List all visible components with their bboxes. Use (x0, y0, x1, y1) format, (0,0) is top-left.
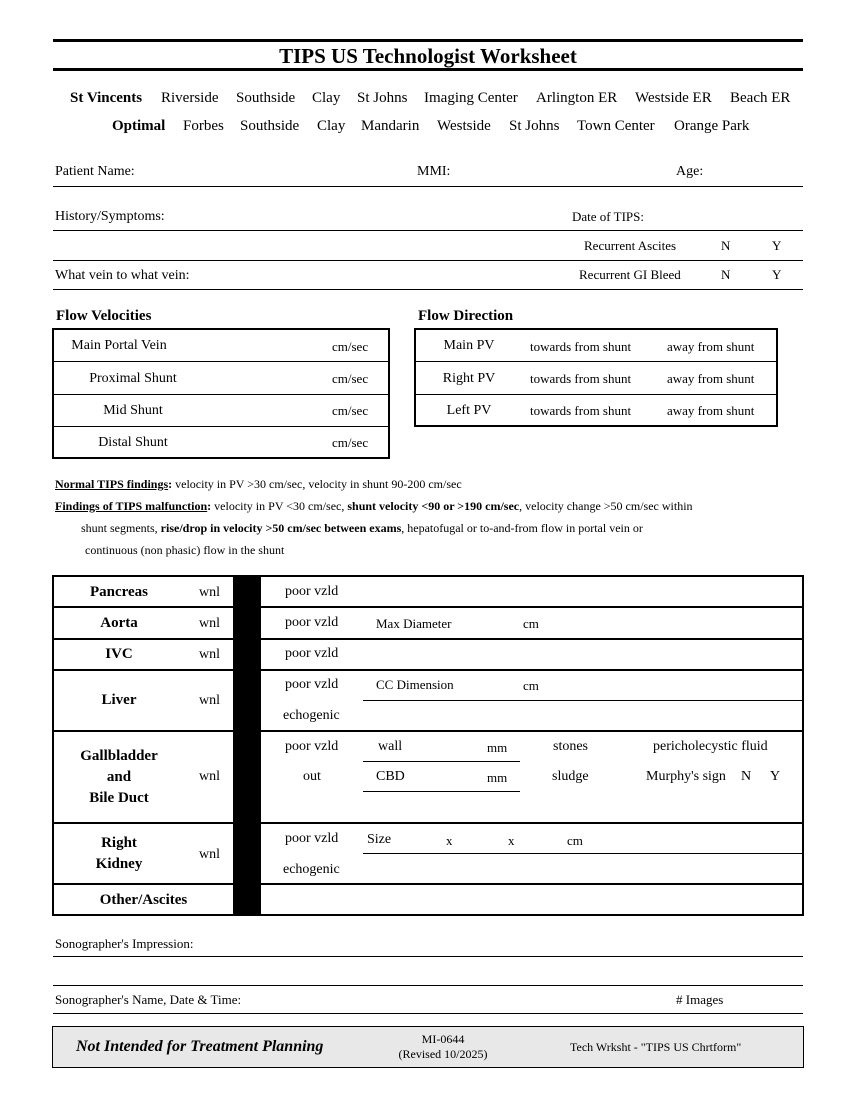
vein-line[interactable] (53, 289, 803, 290)
patient-line[interactable] (53, 186, 803, 187)
murphys-no[interactable]: N (741, 769, 752, 784)
vein-label: What vein to what vein: (55, 268, 190, 283)
stones-option[interactable]: stones (553, 739, 588, 754)
history-label: History/Symptoms: (55, 209, 165, 224)
organ-label-right: Right (101, 835, 137, 851)
location-group-label: Optimal (112, 118, 166, 134)
location-option[interactable]: Southside (236, 90, 296, 106)
organ-label-kidney: Kidney (95, 856, 143, 872)
organ-label-bile-duct: Bile Duct (89, 790, 149, 806)
cc-dimension-label: CC Dimension (376, 677, 454, 692)
history-line[interactable] (53, 230, 803, 231)
direction-row-label: Right PV (442, 371, 496, 386)
flow-velocities-table (52, 328, 390, 459)
location-option[interactable]: Westside (437, 118, 491, 134)
malfunction-findings-cont-2: continuous (non phasic) flow in the shunt (85, 543, 285, 557)
direction-away[interactable]: away from shunt (667, 371, 755, 386)
poor-vzld-option[interactable]: poor vzld (285, 646, 339, 661)
recurrent-gi-label: Recurrent GI Bleed (579, 267, 681, 282)
recurrent-ascites-no[interactable]: N (721, 238, 731, 253)
sonographer-name-label: Sonographer's Name, Date & Time: (55, 992, 242, 1007)
wnl-option[interactable]: wnl (199, 647, 220, 662)
poor-vzld-option[interactable]: poor vzld (285, 615, 339, 630)
not-intended-notice: Not Intended for Treatment Planning (76, 1038, 324, 1055)
direction-row-label: Left PV (446, 403, 492, 418)
velocity-unit: cm/sec (332, 403, 369, 418)
organ-label-pancreas: Pancreas (89, 584, 149, 600)
wall-label: wall (378, 739, 403, 754)
wnl-option[interactable]: wnl (199, 585, 220, 600)
size-label: Size (367, 832, 392, 847)
cm-unit: cm (523, 678, 539, 693)
location-option[interactable]: Clay (317, 118, 346, 134)
wall-line (363, 761, 520, 762)
recurrent-ascites-label: Recurrent Ascites (584, 238, 677, 253)
impression-line-2[interactable] (53, 985, 803, 986)
organ-label-and: and (106, 769, 132, 785)
poor-vzld-option[interactable]: poor vzld (285, 739, 339, 754)
velocity-row-label: Distal Shunt (98, 435, 168, 450)
mm-unit: mm (487, 770, 508, 785)
echogenic-option[interactable]: echogenic (283, 708, 340, 723)
flow-direction-heading: Flow Direction (418, 308, 514, 324)
liver-subline (363, 700, 802, 701)
organ-label-ivc: IVC (105, 646, 133, 662)
murphys-sign-label: Murphy's sign (646, 769, 726, 784)
history-line-2[interactable] (53, 260, 803, 261)
velocity-unit: cm/sec (332, 371, 369, 386)
top-rule (53, 39, 803, 42)
wnl-option[interactable]: wnl (199, 693, 220, 708)
direction-away[interactable]: away from shunt (667, 339, 755, 354)
age-label: Age: (676, 164, 704, 179)
recurrent-gi-no[interactable]: N (721, 267, 731, 282)
cm-unit: cm (567, 833, 583, 848)
footer-box (52, 1026, 804, 1068)
sludge-option[interactable]: sludge (552, 769, 589, 784)
velocity-row-label: Main Portal Vein (71, 338, 167, 353)
cbd-line (363, 791, 520, 792)
velocity-row-label: Proximal Shunt (89, 371, 177, 386)
pericholecystic-option[interactable]: pericholecystic fluid (653, 739, 768, 754)
murphys-yes[interactable]: Y (770, 769, 781, 784)
direction-towards[interactable]: towards from shunt (530, 403, 632, 418)
patient-name-label: Patient Name: (55, 164, 135, 179)
location-option[interactable]: Clay (312, 90, 341, 106)
direction-towards[interactable]: towards from shunt (530, 339, 632, 354)
location-option[interactable]: Westside ER (635, 90, 712, 106)
malfunction-findings-cont: shunt segments, rise/drop in velocity >50 cm/sec between exams, hepatofugal or to-and-from flow in portal vein or (81, 521, 643, 535)
velocity-unit: cm/sec (332, 435, 369, 450)
normal-findings: Normal TIPS findings: velocity in PV >30 cm/sec, velocity in shunt 90-200 cm/sec (55, 477, 462, 491)
page-title: TIPS US Technologist Worksheet (279, 44, 577, 68)
form-name: Tech Wrksht - "TIPS US Chrtform" (570, 1040, 742, 1054)
poor-vzld-option[interactable]: poor vzld (285, 677, 339, 692)
wnl-option[interactable]: wnl (199, 847, 220, 862)
velocity-row-label: Mid Shunt (103, 403, 163, 418)
direction-away[interactable]: away from shunt (667, 403, 755, 418)
location-option[interactable]: Southside (240, 118, 300, 134)
location-option[interactable]: Town Center (577, 118, 655, 134)
direction-towards[interactable]: towards from shunt (530, 371, 632, 386)
organ-label-aorta: Aorta (100, 615, 138, 631)
form-revised: (Revised 10/2025) (398, 1047, 488, 1061)
flow-direction-table (414, 328, 778, 427)
out-option[interactable]: out (303, 769, 321, 784)
mmi-label: MMI: (417, 164, 451, 179)
location-option[interactable]: Arlington ER (536, 90, 618, 106)
wnl-option[interactable]: wnl (199, 616, 220, 631)
location-option[interactable]: St Johns (509, 118, 560, 134)
direction-row-label: Main PV (443, 338, 495, 353)
echogenic-option[interactable]: echogenic (283, 862, 340, 877)
organ-table (52, 575, 804, 916)
form-number: MI-0644 (421, 1032, 465, 1046)
divider-column (233, 577, 261, 914)
cm-unit: cm (523, 616, 539, 631)
images-label: # Images (676, 992, 724, 1007)
location-option[interactable]: Orange Park (674, 118, 750, 134)
size-x: x (508, 833, 515, 848)
title-rule (53, 68, 803, 71)
kidney-subline (363, 853, 802, 854)
poor-vzld-option[interactable]: poor vzld (285, 831, 339, 846)
organ-label-other: Other/Ascites (99, 892, 188, 908)
location-option[interactable]: Imaging Center (424, 90, 518, 106)
recurrent-ascites-yes[interactable]: Y (772, 238, 782, 253)
malfunction-findings: Findings of TIPS malfunction: velocity in PV <30 cm/sec, shunt velocity <90 or >190 cm/sec, velocity change >50 cm/sec within (55, 499, 693, 513)
wnl-option[interactable]: wnl (199, 769, 220, 784)
location-group-label: St Vincents (70, 90, 143, 106)
poor-vzld-option[interactable]: poor vzld (285, 584, 339, 599)
location-option[interactable]: Forbes (183, 118, 224, 134)
location-option[interactable]: St Johns (357, 90, 408, 106)
location-option[interactable]: Beach ER (730, 90, 791, 106)
organ-label-liver: Liver (101, 692, 137, 708)
cbd-label: CBD (376, 769, 405, 784)
organ-label-gallbladder: Gallbladder (80, 748, 158, 764)
date-of-tips-label: Date of TIPS: (572, 209, 644, 224)
mm-unit: mm (487, 740, 508, 755)
location-option[interactable]: Mandarin (361, 118, 420, 134)
size-x: x (446, 833, 453, 848)
location-option[interactable]: Riverside (161, 90, 219, 106)
impression-label: Sonographer's Impression: (55, 936, 194, 951)
impression-line[interactable] (53, 956, 803, 957)
velocity-unit: cm/sec (332, 339, 369, 354)
flow-velocities-heading: Flow Velocities (56, 308, 152, 324)
sonographer-line[interactable] (53, 1013, 803, 1014)
recurrent-gi-yes[interactable]: Y (772, 267, 782, 282)
max-diameter-label: Max Diameter (376, 616, 452, 631)
